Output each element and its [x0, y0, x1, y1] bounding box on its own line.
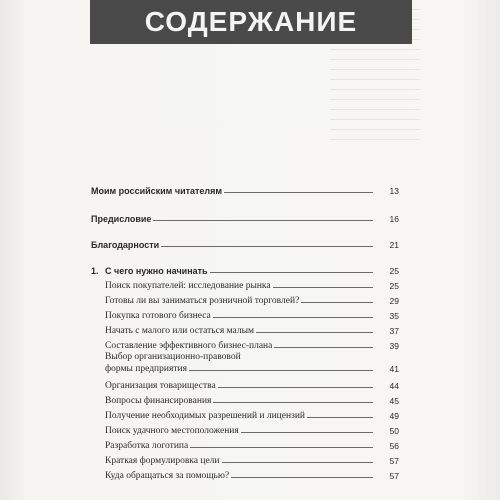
toc-entry-label: Покупка готового бизнеса [105, 311, 211, 321]
toc-entry-label: Краткая формулировка цели [105, 456, 220, 466]
leader-line [213, 316, 373, 318]
toc-section[interactable] [91, 214, 399, 224]
toc-entry-multiline[interactable] [105, 352, 399, 378]
toc-page-number: 50 [389, 426, 399, 436]
toc-entry-label: Начать с малого или остаться малым [105, 326, 254, 336]
toc-entry[interactable] [105, 326, 399, 336]
toc-entry[interactable] [105, 441, 399, 451]
toc-entry-label: Разработка логотипа [105, 441, 189, 451]
toc-page-number: 25 [389, 266, 399, 276]
toc-entry-label-line1: Выбор организационно-правовой [105, 352, 241, 362]
toc-entry[interactable] [105, 296, 399, 306]
toc-section[interactable] [91, 240, 399, 250]
toc-page-number: 56 [389, 441, 399, 451]
toc-entry[interactable] [105, 341, 399, 351]
leader-line [190, 446, 373, 448]
leader-line [231, 476, 373, 478]
page-title: СОДЕРЖАНИЕ [144, 6, 358, 37]
toc-entry-label: Вопросы финансирования [105, 396, 212, 406]
toc-section-label: Благодарности [91, 240, 160, 250]
leader-line [307, 416, 373, 418]
toc-section-label: Моим российским читателям [91, 186, 223, 196]
toc-page-number: 25 [389, 281, 399, 291]
toc-entry-label: Куда обращаться за помощью? [105, 471, 230, 481]
toc-entry-label: Организация товарищества [105, 381, 216, 391]
leader-line [189, 369, 373, 371]
toc-page-number: 35 [389, 311, 399, 321]
toc-entry-label: Поиск удачного местоположения [105, 426, 239, 436]
toc-entry[interactable] [105, 311, 399, 321]
toc-page-number: 45 [389, 396, 399, 406]
toc-page-number: 39 [389, 341, 399, 351]
toc-entry[interactable] [105, 381, 399, 391]
toc-page-number: 57 [389, 456, 399, 466]
toc-page-number: 41 [389, 364, 399, 374]
toc-entry[interactable] [105, 471, 399, 481]
toc-page-number: 21 [389, 240, 399, 250]
toc-entry[interactable] [105, 396, 399, 406]
toc-section[interactable] [91, 186, 399, 196]
leader-line [274, 346, 373, 348]
leader-line [301, 301, 373, 303]
toc-page-number: 37 [389, 326, 399, 336]
toc-section-label: Предисловие [91, 214, 152, 224]
leader-line [224, 191, 373, 193]
toc-page-number: 44 [389, 381, 399, 391]
leader-line [153, 219, 373, 221]
leader-line [241, 431, 373, 433]
leader-line [222, 461, 374, 463]
leader-line [273, 286, 373, 288]
leader-line [213, 401, 373, 403]
toc-page-number: 13 [389, 186, 399, 196]
chapter-label: С чего нужно начинать [105, 266, 208, 276]
toc-entry-line2 [105, 364, 399, 374]
toc-page-number: 29 [389, 296, 399, 306]
toc-entry-label: Готовы ли вы заниматься розничной торговлей? [105, 296, 300, 306]
toc-entry-label: Поиск покупателей: исследование рынка [105, 281, 271, 291]
chapter-number: 1. [91, 266, 99, 276]
toc-entry[interactable] [105, 426, 399, 436]
leader-line [161, 245, 373, 247]
leader-line [218, 386, 373, 388]
leader-line [256, 331, 373, 333]
toc-entry[interactable] [105, 456, 399, 466]
toc-page-number: 16 [389, 214, 399, 224]
toc-entry-label: Получение необходимых разрешений и лицензий [105, 411, 305, 421]
toc-entry[interactable] [105, 281, 399, 291]
toc-entry-label: Составление эффективного бизнес-плана [105, 341, 273, 351]
leader-line [210, 271, 373, 273]
toc-page-number: 49 [389, 411, 399, 421]
toc-entry-label-line2: формы предприятия [105, 364, 187, 374]
toc-chapter[interactable] [91, 266, 399, 276]
toc-page-number: 57 [389, 471, 399, 481]
toc-entry[interactable] [105, 411, 399, 421]
